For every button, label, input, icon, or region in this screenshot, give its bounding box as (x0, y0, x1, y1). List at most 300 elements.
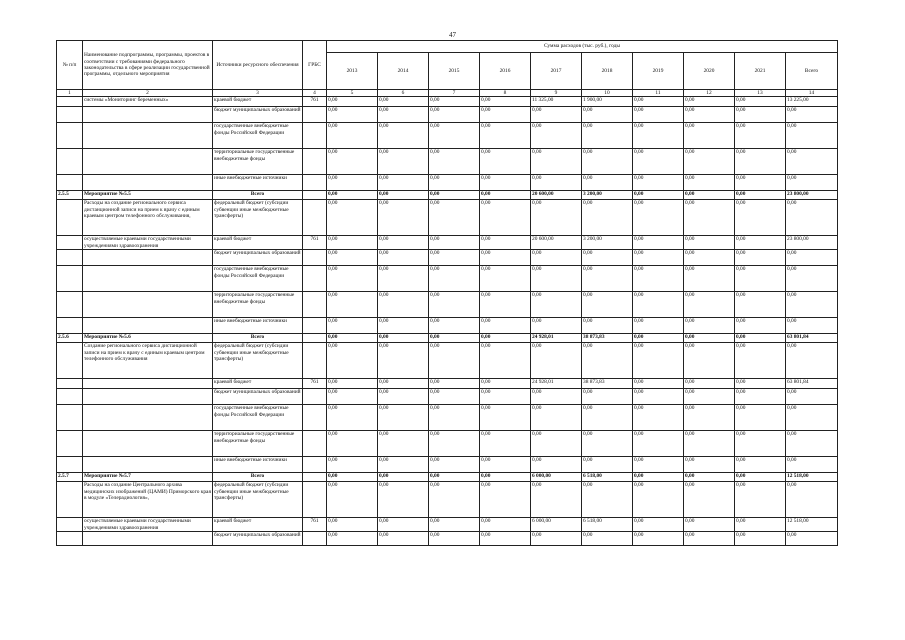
row-source: бюджет муниципальных образований (213, 389, 303, 405)
row-index: 2.5.5 (57, 191, 83, 200)
row-source: краевой бюджет (213, 518, 303, 532)
row-index (57, 292, 83, 318)
cell-value: 0,00 (735, 482, 786, 518)
table-row (57, 457, 838, 473)
cell-total: 0,00 (786, 532, 838, 546)
table-row (57, 266, 838, 292)
cell-value: 0,00 (378, 250, 429, 266)
row-grbs (303, 405, 327, 431)
cell-value: 0,00 (378, 379, 429, 389)
cell-value: 0,00 (684, 405, 735, 431)
cell-value: 0,00 (633, 250, 684, 266)
cell-value: 0,00 (327, 318, 378, 334)
row-index (57, 389, 83, 405)
cell-value: 0,00 (378, 389, 429, 405)
row-grbs (303, 473, 327, 482)
table-row (57, 405, 838, 431)
row-index (57, 200, 83, 236)
row-source: Всего (213, 334, 303, 343)
cell-total: 12 518,00 (786, 518, 838, 532)
row-name (83, 318, 213, 334)
cell-value: 0,00 (633, 379, 684, 389)
cell-value: 0,00 (531, 200, 582, 236)
cell-value: 0,00 (735, 379, 786, 389)
cell-value: 0,00 (480, 457, 531, 473)
cell-value: 0,00 (378, 200, 429, 236)
row-name (83, 389, 213, 405)
cell-value: 0,00 (480, 532, 531, 546)
cell-value: 0,00 (378, 532, 429, 546)
row-source: бюджет муниципальных образований (213, 532, 303, 546)
cell-value: 0,00 (378, 266, 429, 292)
row-index (57, 149, 83, 175)
cell-value: 0,00 (633, 123, 684, 149)
cell-value: 0,00 (531, 482, 582, 518)
cell-value: 0,00 (378, 343, 429, 379)
cell-value: 0,00 (684, 292, 735, 318)
row-grbs (303, 107, 327, 123)
cell-value: 0,00 (582, 107, 633, 123)
cell-value: 0,00 (429, 334, 480, 343)
cell-value: 0,00 (378, 518, 429, 532)
cell-value: 0,00 (684, 175, 735, 191)
cell-value: 0,00 (327, 532, 378, 546)
row-index (57, 250, 83, 266)
row-name: Мероприятие №5.6 (83, 334, 213, 343)
cell-total: 0,00 (786, 457, 838, 473)
cell-value: 0,00 (327, 431, 378, 457)
cell-value: 0,00 (327, 457, 378, 473)
cell-value: 0,00 (633, 473, 684, 482)
cell-value: 0,00 (327, 343, 378, 379)
row-name: осуществляемые краевыми государственными учреждениями здравоохранения (83, 236, 213, 250)
row-grbs: 761 (303, 97, 327, 107)
row-name (83, 379, 213, 389)
cell-value: 0,00 (378, 107, 429, 123)
cell-value: 0,00 (684, 318, 735, 334)
cell-value: 0,00 (480, 473, 531, 482)
cell-value: 0,00 (633, 343, 684, 379)
row-grbs (303, 123, 327, 149)
cell-value: 0,00 (378, 334, 429, 343)
cell-value: 0,00 (582, 389, 633, 405)
cell-total: 0,00 (786, 107, 838, 123)
cell-value: 0,00 (531, 405, 582, 431)
row-grbs (303, 431, 327, 457)
row-name: Создание регионального сервиса дистанционной записи на прием к врачу с единым краевым центром телефонного обслуживания (83, 343, 213, 379)
header-source: Источники ресурсного обеспечения (213, 41, 303, 90)
row-name: осуществляемые краевыми государственными учреждениями здравоохранения (83, 518, 213, 532)
cell-value: 0,00 (429, 389, 480, 405)
cell-value: 0,00 (327, 149, 378, 175)
header-year: 2020 (684, 53, 735, 90)
cell-value: 0,00 (531, 532, 582, 546)
table-row (57, 532, 838, 546)
cell-value: 3 200,00 (582, 191, 633, 200)
cell-value: 0,00 (684, 149, 735, 175)
cell-value: 0,00 (735, 191, 786, 200)
row-source: Всего (213, 473, 303, 482)
cell-value: 0,00 (480, 266, 531, 292)
row-index (57, 266, 83, 292)
cell-value: 0,00 (735, 318, 786, 334)
cell-value: 0,00 (327, 518, 378, 532)
cell-value: 0,00 (582, 250, 633, 266)
cell-value: 0,00 (327, 389, 378, 405)
cell-total: 0,00 (786, 482, 838, 518)
cell-value: 0,00 (735, 532, 786, 546)
cell-value: 0,00 (429, 292, 480, 318)
cell-value: 0,00 (429, 518, 480, 532)
cell-value: 0,00 (582, 431, 633, 457)
row-source: территориальные государственные внебюджетные фонды (213, 431, 303, 457)
row-index (57, 405, 83, 431)
cell-value: 24 928,01 (531, 334, 582, 343)
cell-value: 0,00 (429, 107, 480, 123)
cell-value: 0,00 (735, 292, 786, 318)
cell-value: 0,00 (684, 389, 735, 405)
cell-value: 0,00 (633, 431, 684, 457)
cell-value: 0,00 (633, 97, 684, 107)
cell-value: 38 873,83 (582, 379, 633, 389)
cell-value: 0,00 (378, 236, 429, 250)
cell-value: 0,00 (327, 250, 378, 266)
cell-total: 0,00 (786, 292, 838, 318)
cell-value: 0,00 (684, 343, 735, 379)
row-name: Мероприятие №5.5 (83, 191, 213, 200)
cell-value: 0,00 (480, 318, 531, 334)
cell-value: 0,00 (429, 532, 480, 546)
cell-value: 0,00 (480, 236, 531, 250)
cell-value: 0,00 (429, 379, 480, 389)
cell-value: 0,00 (429, 266, 480, 292)
row-source: федеральный бюджет (субсидии субвенции иные межбюджетные трансферты) (213, 343, 303, 379)
cell-value: 0,00 (480, 149, 531, 175)
cell-value: 1 900,00 (582, 97, 633, 107)
cell-value: 20 600,00 (531, 191, 582, 200)
row-grbs (303, 457, 327, 473)
cell-value: 0,00 (633, 107, 684, 123)
cell-value: 0,00 (684, 250, 735, 266)
cell-value: 20 600,00 (531, 236, 582, 250)
cell-value: 0,00 (633, 457, 684, 473)
row-source: краевой бюджет (213, 236, 303, 250)
cell-total: 0,00 (786, 149, 838, 175)
header-year: 2018 (582, 53, 633, 90)
row-name (83, 457, 213, 473)
table-row (57, 343, 838, 379)
cell-value: 0,00 (327, 123, 378, 149)
cell-value: 0,00 (684, 334, 735, 343)
table-row (57, 518, 838, 532)
cell-value: 0,00 (429, 457, 480, 473)
cell-total: 12 518,00 (786, 473, 838, 482)
cell-value: 0,00 (429, 473, 480, 482)
cell-value: 0,00 (480, 107, 531, 123)
cell-value: 0,00 (684, 191, 735, 200)
cell-value: 0,00 (429, 482, 480, 518)
cell-value: 0,00 (429, 236, 480, 250)
cell-total: 0,00 (786, 343, 838, 379)
cell-value: 0,00 (684, 97, 735, 107)
cell-value: 0,00 (429, 200, 480, 236)
row-source: федеральный бюджет (субсидии субвенции иные межбюджетные трансферты) (213, 200, 303, 236)
cell-value: 0,00 (582, 266, 633, 292)
cell-value: 0,00 (378, 97, 429, 107)
cell-value: 0,00 (378, 482, 429, 518)
column-numbers-row (57, 90, 838, 97)
cell-value: 6 000,00 (531, 518, 582, 532)
row-name (83, 123, 213, 149)
cell-value: 0,00 (735, 389, 786, 405)
column-number: 8 (480, 90, 531, 97)
cell-total: 63 801,84 (786, 379, 838, 389)
row-source: бюджет муниципальных образований (213, 250, 303, 266)
row-grbs (303, 266, 327, 292)
cell-value: 0,00 (480, 431, 531, 457)
cell-value: 0,00 (531, 343, 582, 379)
cell-value: 0,00 (735, 473, 786, 482)
row-grbs (303, 389, 327, 405)
cell-total: 0,00 (786, 175, 838, 191)
cell-value: 0,00 (531, 318, 582, 334)
row-index (57, 97, 83, 107)
cell-value: 0,00 (735, 250, 786, 266)
column-number: 2 (83, 90, 213, 97)
cell-value: 0,00 (531, 266, 582, 292)
header-total: Всего (786, 53, 838, 90)
cell-value: 0,00 (429, 175, 480, 191)
header-sum: Сумма расходов (тыс. руб.), годы (327, 41, 838, 53)
cell-value: 0,00 (480, 175, 531, 191)
cell-value: 0,00 (582, 175, 633, 191)
cell-value: 0,00 (684, 482, 735, 518)
column-number: 9 (531, 90, 582, 97)
cell-value: 0,00 (480, 200, 531, 236)
table-row (57, 149, 838, 175)
cell-value: 0,00 (327, 482, 378, 518)
cell-value: 0,00 (633, 389, 684, 405)
cell-value: 0,00 (735, 457, 786, 473)
cell-value: 38 873,83 (582, 334, 633, 343)
cell-value: 0,00 (378, 318, 429, 334)
cell-value: 0,00 (633, 405, 684, 431)
cell-value: 0,00 (327, 191, 378, 200)
cell-value: 0,00 (378, 149, 429, 175)
cell-value: 0,00 (378, 431, 429, 457)
row-index (57, 175, 83, 191)
cell-value: 0,00 (684, 236, 735, 250)
cell-value: 0,00 (429, 431, 480, 457)
table-row (57, 431, 838, 457)
cell-value: 0,00 (633, 266, 684, 292)
cell-value: 0,00 (429, 97, 480, 107)
cell-value: 0,00 (378, 473, 429, 482)
column-number: 4 (303, 90, 327, 97)
cell-value: 0,00 (684, 473, 735, 482)
table-row (57, 236, 838, 250)
cell-value: 24 928,01 (531, 379, 582, 389)
cell-value: 0,00 (327, 292, 378, 318)
row-grbs (303, 532, 327, 546)
row-source: государственные внебюджетные фонды Российской Федерации (213, 405, 303, 431)
table-row (57, 97, 838, 107)
header-year: 2021 (735, 53, 786, 90)
row-grbs: 761 (303, 236, 327, 250)
column-number: 6 (378, 90, 429, 97)
column-number: 14 (786, 90, 838, 97)
cell-value: 0,00 (480, 191, 531, 200)
header-grbs: ГРБС (303, 41, 327, 90)
cell-value: 0,00 (480, 482, 531, 518)
cell-value: 0,00 (378, 191, 429, 200)
row-grbs: 761 (303, 379, 327, 389)
row-index (57, 379, 83, 389)
row-index (57, 457, 83, 473)
cell-value: 0,00 (582, 405, 633, 431)
row-index (57, 318, 83, 334)
cell-total: 0,00 (786, 318, 838, 334)
row-source: бюджет муниципальных образований (213, 107, 303, 123)
cell-value: 0,00 (735, 175, 786, 191)
row-index (57, 431, 83, 457)
cell-value: 0,00 (531, 149, 582, 175)
cell-value: 0,00 (531, 175, 582, 191)
cell-value: 0,00 (633, 482, 684, 518)
column-number: 3 (213, 90, 303, 97)
row-name: Расходы на создание регионального сервиса дистанционной записи на прием к врачу с единым краевым центром телефонного обслуживания, (83, 200, 213, 236)
cell-value: 0,00 (327, 473, 378, 482)
cell-value: 0,00 (480, 334, 531, 343)
column-number: 11 (633, 90, 684, 97)
column-number: 7 (429, 90, 480, 97)
row-grbs (303, 318, 327, 334)
row-name (83, 250, 213, 266)
cell-value: 0,00 (378, 123, 429, 149)
row-source: иные внебюджетные источники (213, 457, 303, 473)
header-number: № п/п (57, 41, 83, 90)
cell-value: 0,00 (582, 532, 633, 546)
cell-value: 0,00 (684, 532, 735, 546)
row-name (83, 431, 213, 457)
budget-table (56, 40, 838, 546)
cell-value: 0,00 (429, 250, 480, 266)
cell-value: 0,00 (633, 236, 684, 250)
row-source: территориальные государственные внебюджетные фонды (213, 292, 303, 318)
cell-value: 0,00 (735, 334, 786, 343)
row-name: Расходы на создание Центрального архива медицинских изображений (ЦАМИ) Приморского края в модуле «Телерадиология», (83, 482, 213, 518)
cell-total: 0,00 (786, 389, 838, 405)
row-source: государственные внебюджетные фонды Российской Федерации (213, 266, 303, 292)
row-grbs (303, 292, 327, 318)
cell-value: 0,00 (429, 191, 480, 200)
cell-value: 0,00 (327, 266, 378, 292)
row-grbs (303, 175, 327, 191)
cell-value: 0,00 (480, 250, 531, 266)
cell-value: 0,00 (531, 431, 582, 457)
cell-value: 0,00 (633, 292, 684, 318)
cell-value: 0,00 (633, 318, 684, 334)
cell-value: 0,00 (480, 389, 531, 405)
row-source: Всего (213, 191, 303, 200)
column-number: 10 (582, 90, 633, 97)
cell-value: 0,00 (582, 292, 633, 318)
cell-value: 0,00 (684, 457, 735, 473)
header-row (57, 41, 838, 53)
cell-value: 0,00 (684, 200, 735, 236)
cell-value: 0,00 (429, 149, 480, 175)
row-name (83, 149, 213, 175)
cell-value: 0,00 (735, 149, 786, 175)
cell-value: 0,00 (633, 334, 684, 343)
cell-value: 0,00 (480, 123, 531, 149)
row-name: Мероприятие №5.7 (83, 473, 213, 482)
row-grbs (303, 149, 327, 175)
cell-value: 0,00 (480, 379, 531, 389)
row-name (83, 175, 213, 191)
cell-total: 23 800,00 (786, 191, 838, 200)
cell-total: 23 800,00 (786, 236, 838, 250)
cell-value: 0,00 (582, 457, 633, 473)
cell-value: 0,00 (684, 431, 735, 457)
cell-value: 0,00 (531, 123, 582, 149)
table-row (57, 318, 838, 334)
table-row (57, 379, 838, 389)
cell-total: 0,00 (786, 250, 838, 266)
row-source: государственные внебюджетные фонды Российской Федерации (213, 123, 303, 149)
cell-value: 0,00 (633, 149, 684, 175)
row-index: 2.5.6 (57, 334, 83, 343)
cell-value: 0,00 (429, 318, 480, 334)
page-number: 47 (449, 31, 456, 39)
row-index (57, 482, 83, 518)
cell-value: 0,00 (327, 405, 378, 431)
cell-value: 0,00 (735, 266, 786, 292)
cell-value: 0,00 (531, 107, 582, 123)
cell-value: 0,00 (735, 236, 786, 250)
cell-value: 0,00 (735, 97, 786, 107)
cell-value: 0,00 (633, 518, 684, 532)
row-grbs (303, 343, 327, 379)
cell-value: 0,00 (327, 379, 378, 389)
cell-value: 0,00 (684, 107, 735, 123)
row-index (57, 123, 83, 149)
cell-value: 0,00 (735, 518, 786, 532)
cell-value: 0,00 (480, 405, 531, 431)
row-source: краевой бюджет (213, 379, 303, 389)
table-row (57, 200, 838, 236)
cell-value: 0,00 (633, 191, 684, 200)
cell-value: 0,00 (735, 107, 786, 123)
row-grbs (303, 250, 327, 266)
cell-value: 0,00 (684, 123, 735, 149)
row-source: территориальные государственные внебюджетные фонды (213, 149, 303, 175)
row-index (57, 107, 83, 123)
table-row (57, 292, 838, 318)
column-number: 5 (327, 90, 378, 97)
cell-value: 0,00 (480, 343, 531, 379)
row-grbs (303, 482, 327, 518)
cell-total: 0,00 (786, 266, 838, 292)
header-year: 2016 (480, 53, 531, 90)
row-name (83, 107, 213, 123)
table-row (57, 250, 838, 266)
cell-value: 0,00 (633, 532, 684, 546)
cell-value: 0,00 (531, 389, 582, 405)
header-year: 2014 (378, 53, 429, 90)
header-year: 2015 (429, 53, 480, 90)
cell-value: 0,00 (429, 405, 480, 431)
